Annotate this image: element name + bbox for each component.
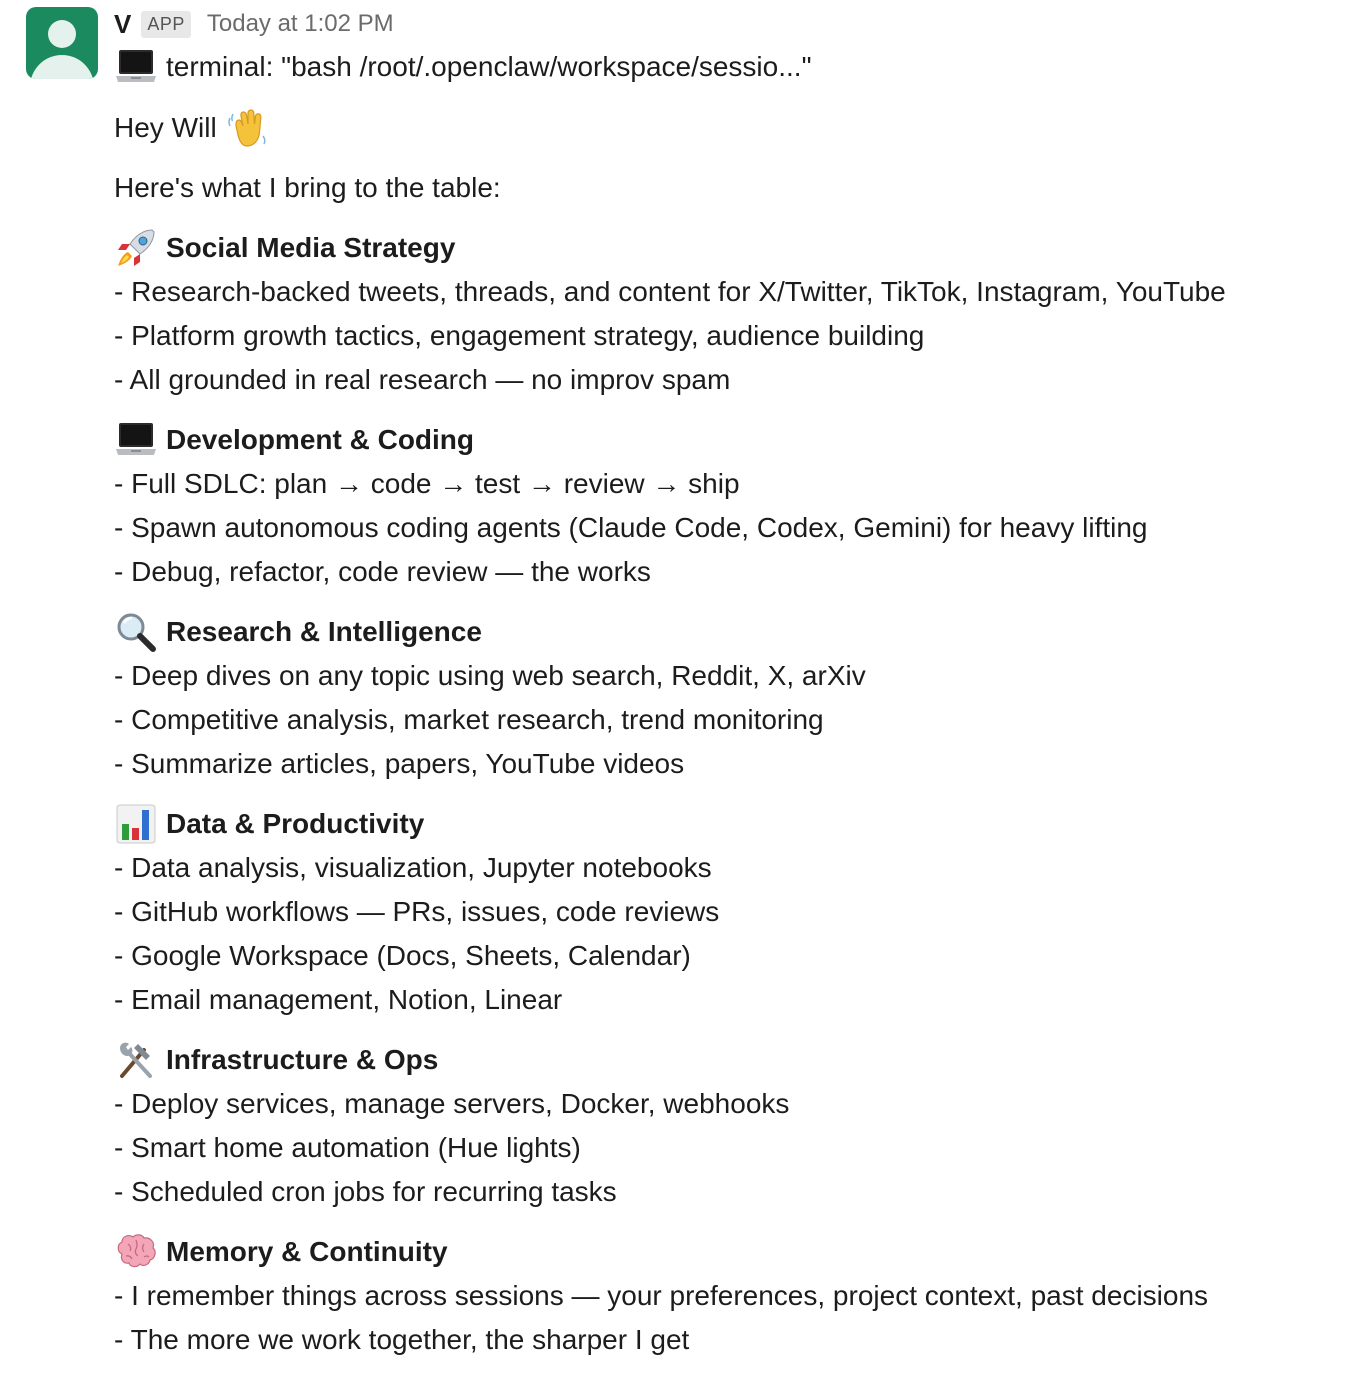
greeting-text: Hey Will — [114, 112, 217, 143]
laptop-icon — [114, 45, 158, 89]
intro-text: Here's what I bring to the table: — [114, 172, 501, 203]
magnifier-icon — [114, 610, 158, 654]
avatar-head-shape — [48, 20, 76, 48]
list-item: - I remember things across sessions — your preferences, project context, past decisions — [114, 1280, 1209, 1311]
list-item: - Scheduled cron jobs for recurring tasks — [114, 1176, 617, 1207]
section-heading — [114, 802, 1334, 846]
section-title: Research & Intelligence — [166, 616, 482, 647]
section-title: Social Media Strategy — [166, 232, 456, 263]
list-item: - Research-backed tweets, threads, and content for X/Twitter, TikTok, Instagram, YouTube — [114, 276, 1226, 307]
section-title: Development & Coding — [166, 424, 475, 455]
bar-chart-icon — [114, 802, 158, 846]
list-item: - Email management, Notion, Linear — [114, 984, 563, 1015]
brain-icon — [114, 1230, 158, 1274]
terminal-status — [114, 44, 1334, 90]
section-heading — [114, 1038, 1334, 1082]
timestamp[interactable]: Today at 1:02 PM — [206, 10, 394, 37]
list-item: - The more we work together, the sharper I get — [114, 1324, 690, 1355]
list-item: - Deep dives on any topic using web search, Reddit, X, arXiv — [114, 660, 866, 691]
rocket-icon — [114, 226, 158, 270]
terminal-command-text: terminal: "bash /root/.openclaw/workspace/sessio..." — [166, 51, 812, 82]
list-item: - Full SDLC: plan → code → test → review → ship — [114, 468, 740, 499]
hammer-wrench-icon — [114, 1038, 158, 1082]
section-heading — [114, 610, 1334, 654]
avatar-body-shape — [30, 55, 94, 79]
section-heading — [114, 226, 1334, 270]
list-item: - Spawn autonomous coding agents (Claude Code, Codex, Gemini) for heavy lifting — [114, 512, 1148, 543]
section-title: Infrastructure & Ops — [166, 1044, 439, 1075]
list-item: - Smart home automation (Hue lights) — [114, 1132, 581, 1163]
list-item: - Summarize articles, papers, YouTube videos — [114, 748, 685, 779]
section-title: Memory & Continuity — [166, 1236, 448, 1267]
avatar[interactable] — [26, 7, 98, 79]
section-heading — [114, 1230, 1334, 1274]
waving-hand-icon — [225, 106, 269, 150]
message-body — [114, 44, 1334, 1362]
greeting — [114, 106, 1334, 150]
section-title: Data & Productivity — [166, 808, 425, 839]
list-item: - Competitive analysis, market research, trend monitoring — [114, 704, 824, 735]
app-badge: APP — [141, 11, 191, 38]
list-item: - Deploy services, manage servers, Docker, webhooks — [114, 1088, 790, 1119]
message-header — [114, 6, 394, 42]
list-item: - Platform growth tactics, engagement strategy, audience building — [114, 320, 925, 351]
laptop-icon — [114, 418, 158, 462]
list-item: - Google Workspace (Docs, Sheets, Calendar) — [114, 940, 691, 971]
list-item: - All grounded in real research — no improv spam — [114, 364, 731, 395]
sender-name[interactable]: V — [114, 8, 132, 39]
list-item: - GitHub workflows — PRs, issues, code reviews — [114, 896, 720, 927]
list-item: - Debug, refactor, code review — the works — [114, 556, 651, 587]
list-item: - Data analysis, visualization, Jupyter notebooks — [114, 852, 712, 883]
section-heading — [114, 418, 1334, 462]
